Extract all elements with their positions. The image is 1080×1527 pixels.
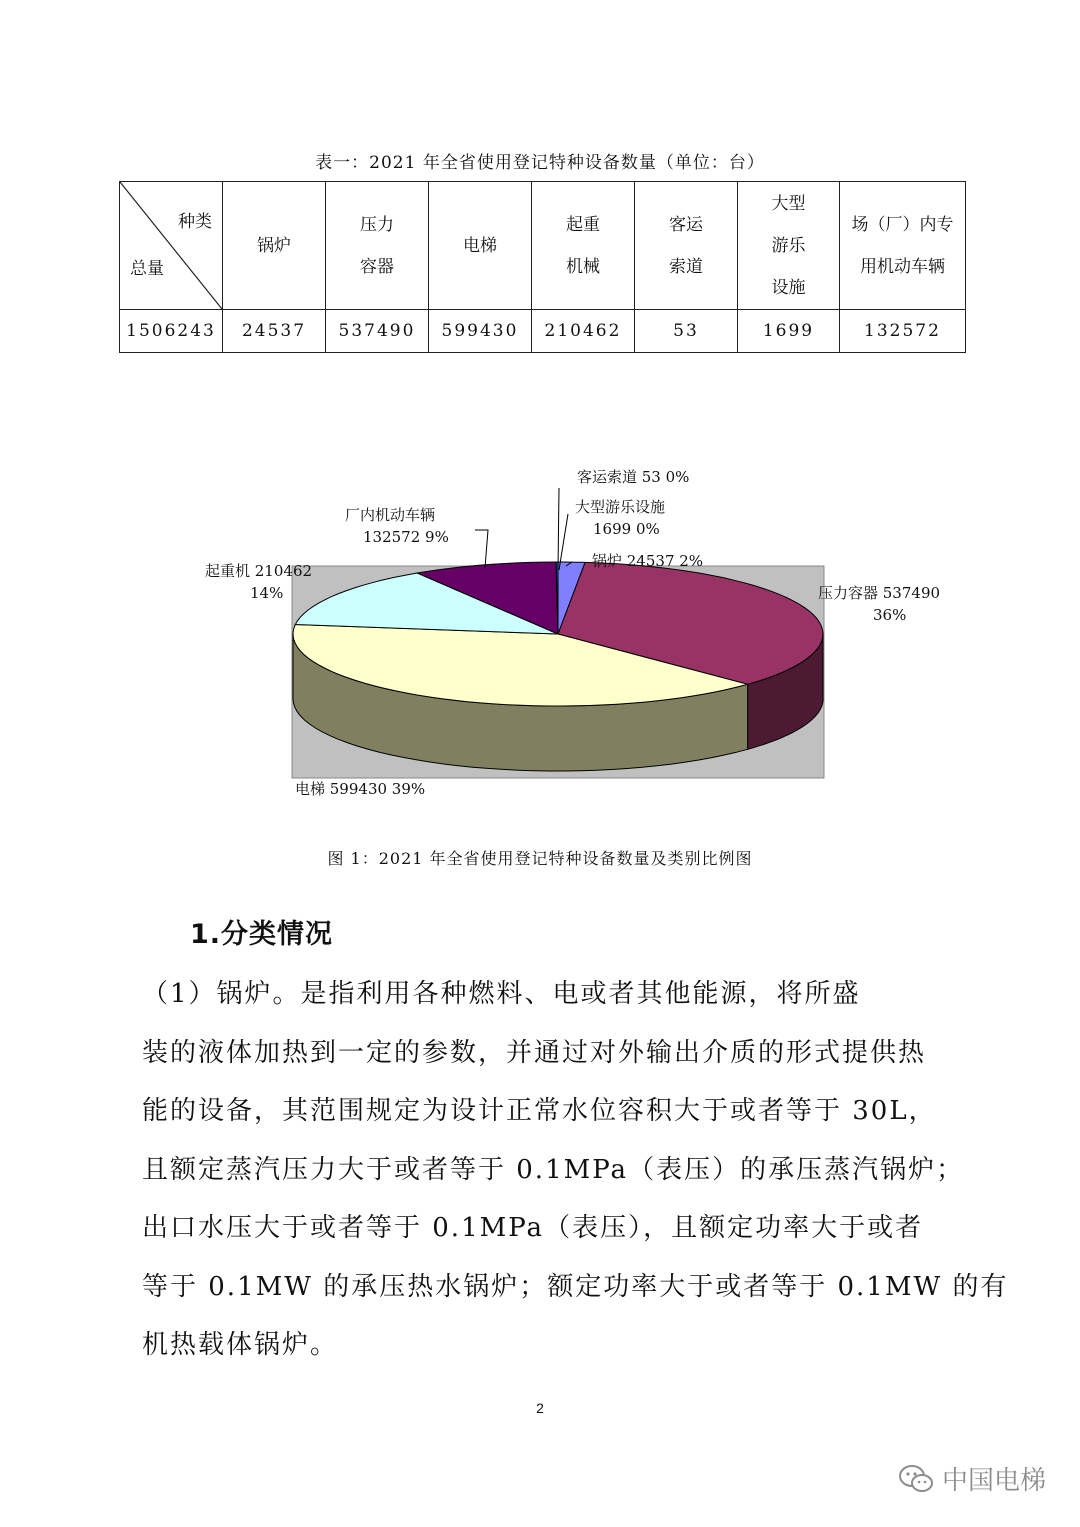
header-cell: 大型 游乐 设施 — [738, 182, 840, 310]
paragraph-line: 能的设备，其范围规定为设计正常水位容积大于或者等于 30L， — [142, 1096, 937, 1126]
leader-line — [558, 488, 559, 570]
value-cell: 599430 — [429, 310, 532, 353]
header-cell: 电梯 — [429, 182, 532, 310]
value-cell: 1699 — [738, 310, 840, 353]
section-heading: 1.分类情况 — [190, 919, 334, 950]
value-cell: 210462 — [532, 310, 635, 353]
paragraph-line: 装的液体加热到一定的参数，并通过对外输出介质的形式提供热 — [142, 1037, 927, 1068]
value-cell: 537490 — [326, 310, 429, 353]
pie-label: 厂内机动车辆 132572 9% — [345, 506, 449, 546]
value-cell: 24537 — [223, 310, 326, 353]
diagonal-line — [120, 182, 222, 309]
header-cell: 客运 索道 — [635, 182, 738, 310]
pie-label: 客运索道 53 0% — [577, 468, 690, 486]
watermark — [898, 1460, 1046, 1497]
paragraph-line: （1）锅炉。是指利用各种燃料、电或者其他能源，将所盛 — [142, 979, 861, 1009]
wechat-icon — [898, 1464, 934, 1494]
value-cell: 1506243 — [120, 310, 223, 353]
diag-label-category: 种类 — [178, 212, 212, 232]
watermark-text: 中国电梯 — [942, 1466, 1047, 1496]
pie-label: 锅炉 24537 2% — [592, 552, 704, 570]
paragraph-line: 且额定蒸汽压力大于或者等于 0.1MPa（表压）的承压蒸汽锅炉； — [142, 1154, 965, 1185]
leader-line — [475, 530, 488, 568]
pie-chart — [190, 462, 941, 802]
pie-label: 电梯 599430 39% — [295, 780, 426, 798]
equipment-table — [119, 181, 966, 353]
header-cell: 锅炉 — [223, 182, 326, 310]
table-value-row — [120, 310, 966, 353]
pie-label: 压力容器 537490 36% — [818, 584, 941, 624]
header-cell: 场（厂）内专 用机动车辆 — [840, 182, 966, 310]
paragraph-line: 机热载体锅炉。 — [142, 1330, 339, 1360]
pie-label: 大型游乐设施 1699 0% — [575, 498, 666, 538]
pie-label: 起重机 210462 14% — [205, 562, 313, 602]
value-cell: 53 — [635, 310, 738, 353]
table-caption: 表一：2021 年全省使用登记特种设备数量（单位：台） — [315, 153, 765, 173]
diag-label-total: 总量 — [130, 259, 164, 279]
table-header-row — [120, 182, 966, 310]
header-cell: 起重 机械 — [532, 182, 635, 310]
page-number: 2 — [536, 1400, 544, 1416]
diagonal-header-cell — [120, 182, 223, 310]
figure-caption: 图 1：2021 年全省使用登记特种设备数量及类别比例图 — [327, 849, 753, 868]
paragraph-line: 等于 0.1MW 的承压热水锅炉；额定功率大于或者等于 0.1MW 的有 — [142, 1271, 1009, 1302]
paragraph-line: 出口水压大于或者等于 0.1MPa（表压），且额定功率大于或者 — [142, 1213, 924, 1243]
header-cell: 压力 容器 — [326, 182, 429, 310]
value-cell: 132572 — [840, 310, 966, 353]
body-paragraph — [142, 965, 1009, 1375]
